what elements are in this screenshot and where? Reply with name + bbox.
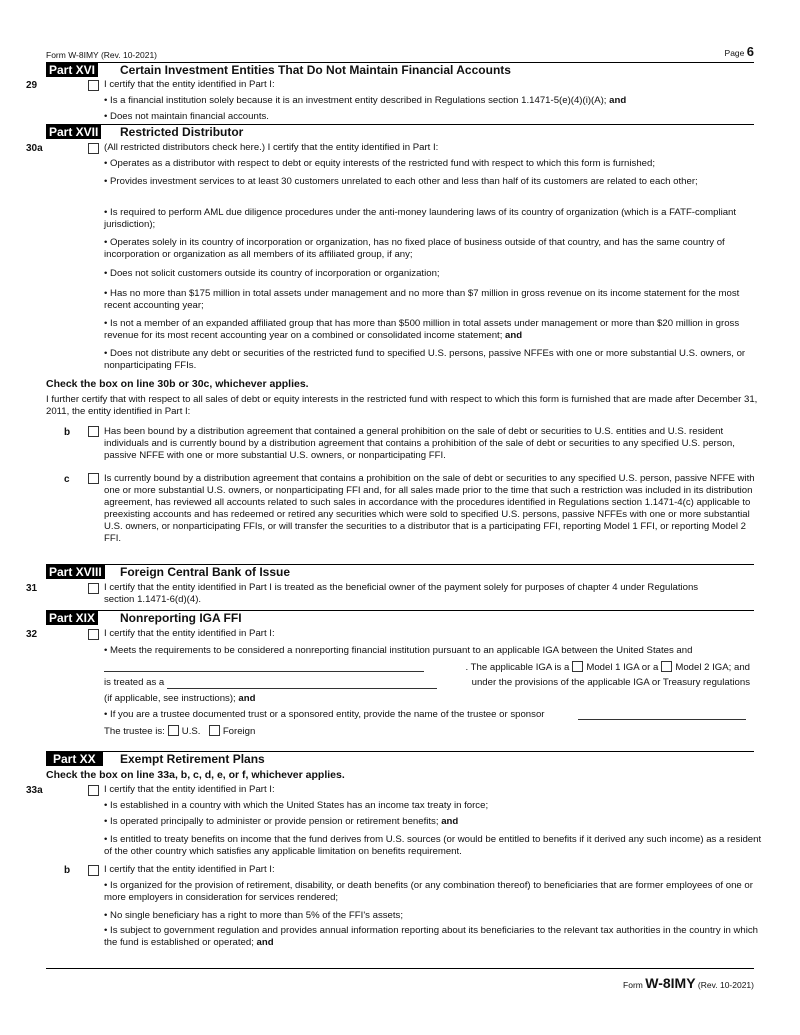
checkbox-33b[interactable] bbox=[88, 865, 99, 876]
line-30a-bullet: • Provides investment services to at least 30 customers unrelated to each other and less than half of its customers are related to each other; bbox=[104, 176, 698, 187]
page-number bbox=[725, 46, 754, 59]
trustee-foreign-checkbox[interactable] bbox=[209, 725, 220, 736]
part-title: Restricted Distributor bbox=[120, 125, 244, 139]
page-label: Page bbox=[724, 48, 745, 58]
page-num: 6 bbox=[746, 44, 754, 59]
footer-form-id: Form W-8IMY (Rev. 10-2021) bbox=[623, 975, 754, 991]
part-label: Part XIX bbox=[46, 611, 98, 625]
part-label: Part XX bbox=[46, 752, 103, 766]
part-xvii-header bbox=[46, 124, 754, 139]
check-heading-30: Check the box on line 30b or 30c, whichever applies. bbox=[46, 378, 309, 390]
part-xviii-header bbox=[46, 564, 754, 579]
if-applicable-text: (if applicable, see instructions); and bbox=[104, 693, 256, 704]
line-30a-bullet: • Is not a member of an expanded affiliated group that has more than $500 million in total assets under management or more than $20 million in gross revenue for its most recent accounting year on a combined or consolidated income statement; and bbox=[104, 318, 740, 341]
part-xix-header bbox=[46, 610, 754, 625]
footer-rule bbox=[46, 968, 754, 969]
line-number: 29 bbox=[26, 80, 38, 91]
line-30b-text: Has been bound by a distribution agreement that contained a general prohibition on the sale of debt or securities to U.S. entities and U.S. resident individuals and is currently bound by a distribution agreement that contains a prohibition of the sale of debt or securities to any specified U.S. person, passive NFFE with one or more substantial U.S. owners, or nonparticipating FFI. bbox=[104, 426, 735, 461]
line-33b-text: I certify that the entity identified in Part I: bbox=[104, 864, 275, 875]
line-33a-bullet: • Is established in a country with which the United States has an income tax treaty in force; bbox=[104, 800, 489, 811]
line-number: 33a bbox=[26, 785, 43, 796]
line-number: 31 bbox=[26, 583, 38, 594]
line-letter: c bbox=[64, 474, 70, 485]
line-33b-bullet: • No single beneficiary has a right to more than 5% of the FFI's assets; bbox=[104, 910, 404, 921]
trustee-us-checkbox[interactable] bbox=[168, 725, 179, 736]
check-heading-33: Check the box on line 33a, b, c, d, e, or f, whichever applies. bbox=[46, 769, 345, 781]
checkbox-30a[interactable] bbox=[88, 143, 99, 154]
line-33b-bullet: • Is organized for the provision of retirement, disability, or death benefits (or any combination thereof) to beneficiaries that are former employees of one or more employers in consideration for services rendered; bbox=[104, 880, 753, 903]
line-30a-bullet: • Is required to perform AML due diligence procedures under the anti-money laundering laws of its country of organization (which is a FATF-compliant jurisdiction); bbox=[104, 207, 737, 230]
iga-country-field[interactable] bbox=[104, 661, 424, 672]
checkbox-32[interactable] bbox=[88, 629, 99, 640]
part-label: Part XVI bbox=[46, 63, 98, 77]
line-32-bullet-2: • If you are a trustee documented trust or a sponsored entity, provide the name of the trustee or sponsor bbox=[104, 709, 750, 721]
part-label: Part XVII bbox=[46, 125, 101, 139]
part-title: Certain Investment Entities That Do Not Maintain Financial Accounts bbox=[120, 63, 511, 77]
line-31-text: I certify that the entity identified in Part I is treated as the beneficial owner of the payment solely for purposes of chapter 4 under Regulations section 1.1471-6(d)(4). bbox=[104, 582, 699, 605]
checkbox-31[interactable] bbox=[88, 583, 99, 594]
line-33a-bullet: • Is entitled to treaty benefits on income that the fund derives from U.S. sources (or would be entitled to benefits if it derived any such income) as a resident of the other country which satisfies any applicable limitation on benefits requirement. bbox=[104, 834, 762, 857]
model-2-checkbox[interactable] bbox=[661, 661, 672, 672]
line-number: 32 bbox=[26, 629, 38, 640]
part-label: Part XVIII bbox=[46, 565, 105, 579]
iga-line: . The applicable IGA is a Model 1 IGA or a Model 2 IGA; and bbox=[104, 661, 750, 674]
line-29-bullet-1: • Is a financial institution solely because it is an investment entity described in Regulations section 1.1471-5(e)(4)(i)(A); and bbox=[104, 95, 627, 106]
line-30a-bullet: • Operates solely in its country of incorporation or organization, has no fixed place of business outside of that country, and has the same country of incorporation or organization as all members of its affiliated group, if any; bbox=[104, 237, 725, 260]
line-30a-bullet: • Operates as a distributor with respect to debt or equity interests of the restricted fund with respect to which this form is furnished; bbox=[104, 158, 655, 169]
line-33a-bullet: • Is operated principally to administer or provide pension or retirement benefits; and bbox=[104, 816, 459, 827]
checkbox-30c[interactable] bbox=[88, 473, 99, 484]
line-30a-bullet: • Has no more than $175 million in total assets under management and no more than $7 million in gross revenue on its income statement for the most recent accounting year; bbox=[104, 288, 740, 311]
checkbox-33a[interactable] bbox=[88, 785, 99, 796]
checkbox-30b[interactable] bbox=[88, 426, 99, 437]
line-32-text: I certify that the entity identified in Part I: bbox=[104, 628, 275, 639]
line-29-bullet-2: • Does not maintain financial accounts. bbox=[104, 111, 269, 122]
line-33b-bullet: • Is subject to government regulation and provides annual information reporting about its beneficiaries to the relevant tax authorities in the country in which the fund is established or operated; and bbox=[104, 925, 758, 948]
part-title: Exempt Retirement Plans bbox=[120, 752, 265, 766]
line-30c-text: Is currently bound by a distribution agreement that contains a prohibition on the sale of debt or securities to any specified U.S. person, passive NFFE with one or more substantial U.S. owners, or nonparticipating FFI and, for all sales made prior to the time that such a restriction was included in its distribution agreement, has reviewed all accounts related to such sales in accordance with the procedures identified in Regulations section 1.1471-4(c) applicable to preexisting accounts and has redeemed or retired any securities which were sold to specified U.S. persons, passive NFFEs with one or more substantial U.S. owners, or nonparticipating FFIs, or will transfer the securities to a distributor that is a participating FFI, reporting Model 1 FFI, or reporting Model 2 FFI. bbox=[104, 473, 755, 544]
treated-as-line: is treated as a under the provisions of the applicable IGA or Treasury regulations bbox=[104, 677, 750, 688]
line-number: 30a bbox=[26, 143, 43, 154]
form-header-id: Form W-8IMY (Rev. 10-2021) bbox=[46, 50, 158, 60]
part-title: Nonreporting IGA FFI bbox=[120, 611, 242, 625]
line-letter: b bbox=[64, 865, 71, 876]
line-30a-bullet: • Does not distribute any debt or securities of the restricted fund to specified U.S. persons, passive NFFEs with one or more substantial U.S. owners, or nonparticipating FFIs. bbox=[104, 348, 746, 371]
checkbox-29[interactable] bbox=[88, 80, 99, 91]
treated-as-field[interactable] bbox=[167, 678, 437, 689]
part-xx-header bbox=[46, 751, 754, 766]
line-33a-text: I certify that the entity identified in Part I: bbox=[104, 784, 275, 795]
trustee-is-line: The trustee is: U.S. Foreign bbox=[104, 726, 256, 737]
model-1-checkbox[interactable] bbox=[572, 661, 583, 672]
further-certify-text: I further certify that with respect to all sales of debt or equity interests in the restricted fund with respect to which this form is furnished that are made after December 31, 2011, the entity identified in Part I: bbox=[46, 394, 758, 417]
line-30a-bullet: • Does not solicit customers outside its country of incorporation or organization; bbox=[104, 268, 440, 279]
part-xvi-header bbox=[46, 62, 754, 77]
line-letter: b bbox=[64, 427, 71, 438]
line-30a-text: (All restricted distributors check here.) I certify that the entity identified in Part I: bbox=[104, 142, 439, 153]
line-32-bullet-1: • Meets the requirements to be considered a nonreporting financial institution pursuant to an applicable IGA between the United States and bbox=[104, 645, 693, 656]
part-title: Foreign Central Bank of Issue bbox=[120, 565, 291, 579]
line-29-text: I certify that the entity identified in Part I: bbox=[104, 79, 275, 90]
trustee-name-field[interactable] bbox=[578, 709, 746, 720]
